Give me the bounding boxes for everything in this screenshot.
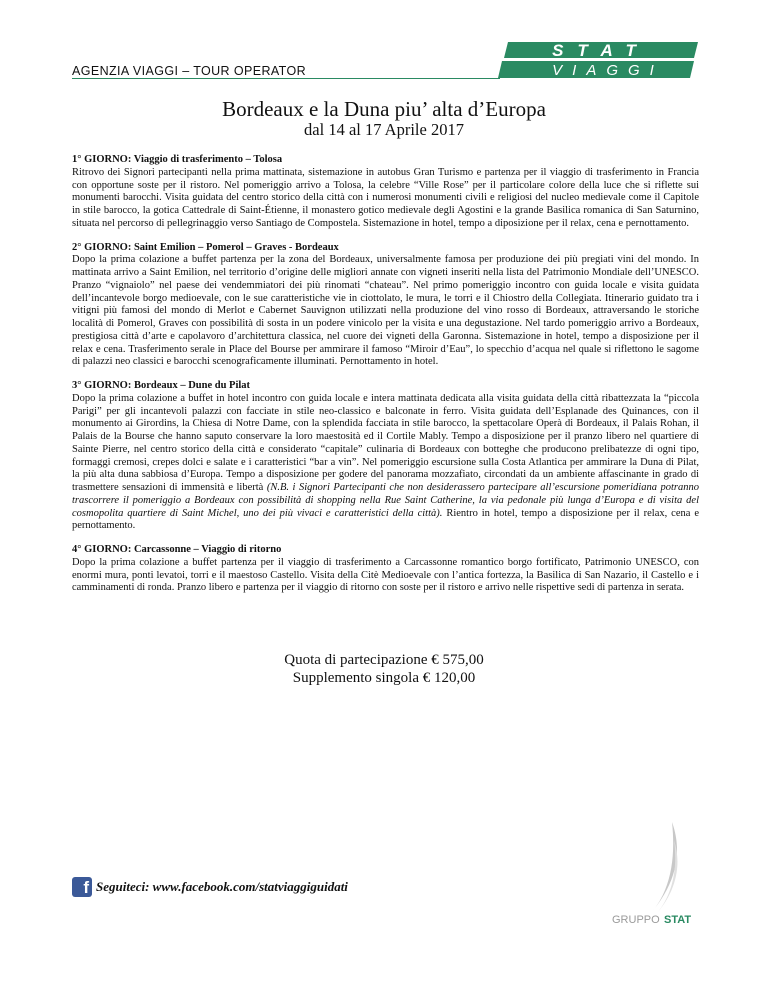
day-4 (72, 544, 699, 595)
day-1-text: Ritrovo dei Signori partecipanti nella prima mattinata, sistemazione in autobus Gran Turismo e partenza per il viaggio di trasferimento in Francia con opportune soste per il ristoro. Nel pomeriggio arrivo a Tolosa, la celebre “Ville Rose” per il particolare colore della luce che si riflette sui monumenti barocchi. Visita guidata del centro storico della città con i numerosi monumenti civili e religiosi del nucleo medievale come il Capitole in stile barocco, la gotica Cattedrale di Saint-Étienne, il monastero gotico medievale degli Agostini e la grande Basilica romanica di San Saturnino, situata nel percorso di pellegrinaggio verso Santiago de Compostela. Sistemazione in hotel, tempo a diposizione per il relax, cena e pernottamento. (72, 166, 699, 229)
day-3-after: Rientro in hotel, tempo a disposizione per il relax, cena e pernottamento. (72, 507, 699, 532)
page-subtitle: dal 14 al 17 Aprile 2017 (304, 120, 464, 139)
gruppo-text: GRUPPO (612, 914, 660, 926)
logo-top-text: STAT (552, 41, 650, 60)
logo-bottom-text: VIAGGI (552, 62, 664, 79)
stat-text: STAT (664, 914, 692, 926)
day-4-title: 4° GIORNO: Carcassonne – Viaggio di ritorno (72, 544, 282, 555)
day-3-text: Dopo la prima colazione a buffet in hotel incontro con guida locale e intera mattinata dedicata alla visita guidata della città ribattezzata la “piccola Parigi” per gli incantevoli palazzi con facciate in stile neo-classico e balconate in ferro. Visita guidata dell’Esplanade des Quinances, con il monumento ai Girordins, la Chiesa di Notre Dame, con la splendida facciata in stile barocco, la spettacolare Operà di Bordeaux, il Palais Rohan, il Palais de la Bourse che hanno saputo conservare la loro maestosità ed il Cortile Mably. Tempo a disposizione per il pranzo libero nel quartiere di Sainte Pierre, nel centro storico della città e considerato “capitale” culinaria di Bordeaux con botteghe che producono prelibatezze di ogni tipo, formaggi cremosi, crepes dolci e salate e i caratteristici “bar a vin”. Nel pomeriggio escursione sulla Costa Atlantica per ammirare la Duna di Pilat, la più alta duna sabbiosa d’Europa. Tempo a disposizione per godere del panorama mozzafiato, circondati da un ambiente affascinante in grado di trasmettere sensazioni di immensità e libertà (72, 392, 699, 493)
day-4-text: Dopo la prima colazione a buffet partenza per il viaggio di trasferimento a Carcassonne romantico borgo fortificato, Patrimonio UNESCO, con enormi mura, ponti levatoi, torri e il maestoso Castello. Visita della Citè Medioevale con l’antica fortezza, la Basilica di San Nazario, il Castello e i camminamenti di ronda. Pranzo libero e partenza per il viaggio di ritorno con soste per il ristoro e arrivo nelle rispettive sedi di partenza in serata. (72, 556, 699, 594)
header-divider (72, 78, 500, 79)
page-title: Bordeaux e la Duna piu’ alta d’Europa (222, 97, 546, 121)
day-1-title: 1° GIORNO: Viaggio di trasferimento – Tolosa (72, 154, 283, 165)
stat-viaggi-logo (498, 40, 698, 82)
agency-header-text: AGENZIA VIAGGI – TOUR OPERATOR (72, 64, 307, 78)
facebook-icon: f (72, 877, 92, 897)
day-3 (72, 380, 699, 533)
gruppo-stat-logo (612, 820, 702, 930)
day-1 (72, 154, 699, 231)
price-block (0, 651, 768, 687)
facebook-link[interactable] (72, 877, 348, 897)
day-2-title: 2° GIORNO: Saint Emilion – Pomerol – Graves - Bordeaux (72, 241, 339, 253)
itinerary (72, 154, 699, 606)
day-3-title: 3° GIORNO: Bordeaux – Dune du Pilat (72, 380, 251, 391)
day-2-text: Dopo la prima colazione a buffet partenza per la zona del Bordeaux, universalmente famosa per produzione dei più pregiati vini del mondo. In mattinata arrivo a Saint Emilion, nel territorio d’origine delle migliori annate con vigneti inseriti nella lista del Patrimonio Mondiale dell’UNESCO. Pranzo “vignaiolo” nel paese dei vendemmiatori dei più rinomati “chateau”. Nel primo pomeriggio incontro con guida locale e visita guidata dell’incantevole borgo medioevale, con le sue caratteristiche vie in ciottolato, le mura, le torri e il Chiostro della Collegiata. Itinerario guidato tra i vitigni più famosi del mondo di Merlot e Cabernet Sauvignon utilizzati nella produzione del vino rosso di Bordeaux, attraversando le storiche località di Pomerol, Graves con possibilità di sosta in un podere vinicolo per la visita e una degustazione. Nel tardo pomeriggio arrivo a Bordeaux, prestigiosa città d’arte e capolavoro d’architettura classica, nel cuore dei vigneti della Garonna. Sistemazione in hotel, tempo a disposizione per il relax e cena. Trasferimento serale in Place del Bourse per ammirare il famoso “Miroir d’Eau”, lo specchio d’acqua nel quale si riflettono le sagome di palazzi neo classici e barocchi scenograficamente illuminati. Pernottamento in hotel. (72, 254, 699, 368)
day-2 (72, 242, 699, 370)
facebook-text[interactable]: Seguiteci: www.facebook.com/statviaggiguidati (96, 879, 348, 894)
day-3-note: (N.B. i Signori Partecipanti che non desiderassero partecipare all’escursione pomeridiana potranno trascorrere il pomeriggio a Bordeaux con possibilità di shopping nella Rue Saint Catherine, la via pedonale più lunga d’Europa e di visita del cosmopolita quartiere di Saint Michel, uno dei più vivaci e caratteristici della città). (72, 482, 699, 519)
quota-price: Quota di partecipazione € 575,00 (284, 652, 484, 668)
supplemento-price: Supplemento singola € 120,00 (292, 670, 476, 686)
